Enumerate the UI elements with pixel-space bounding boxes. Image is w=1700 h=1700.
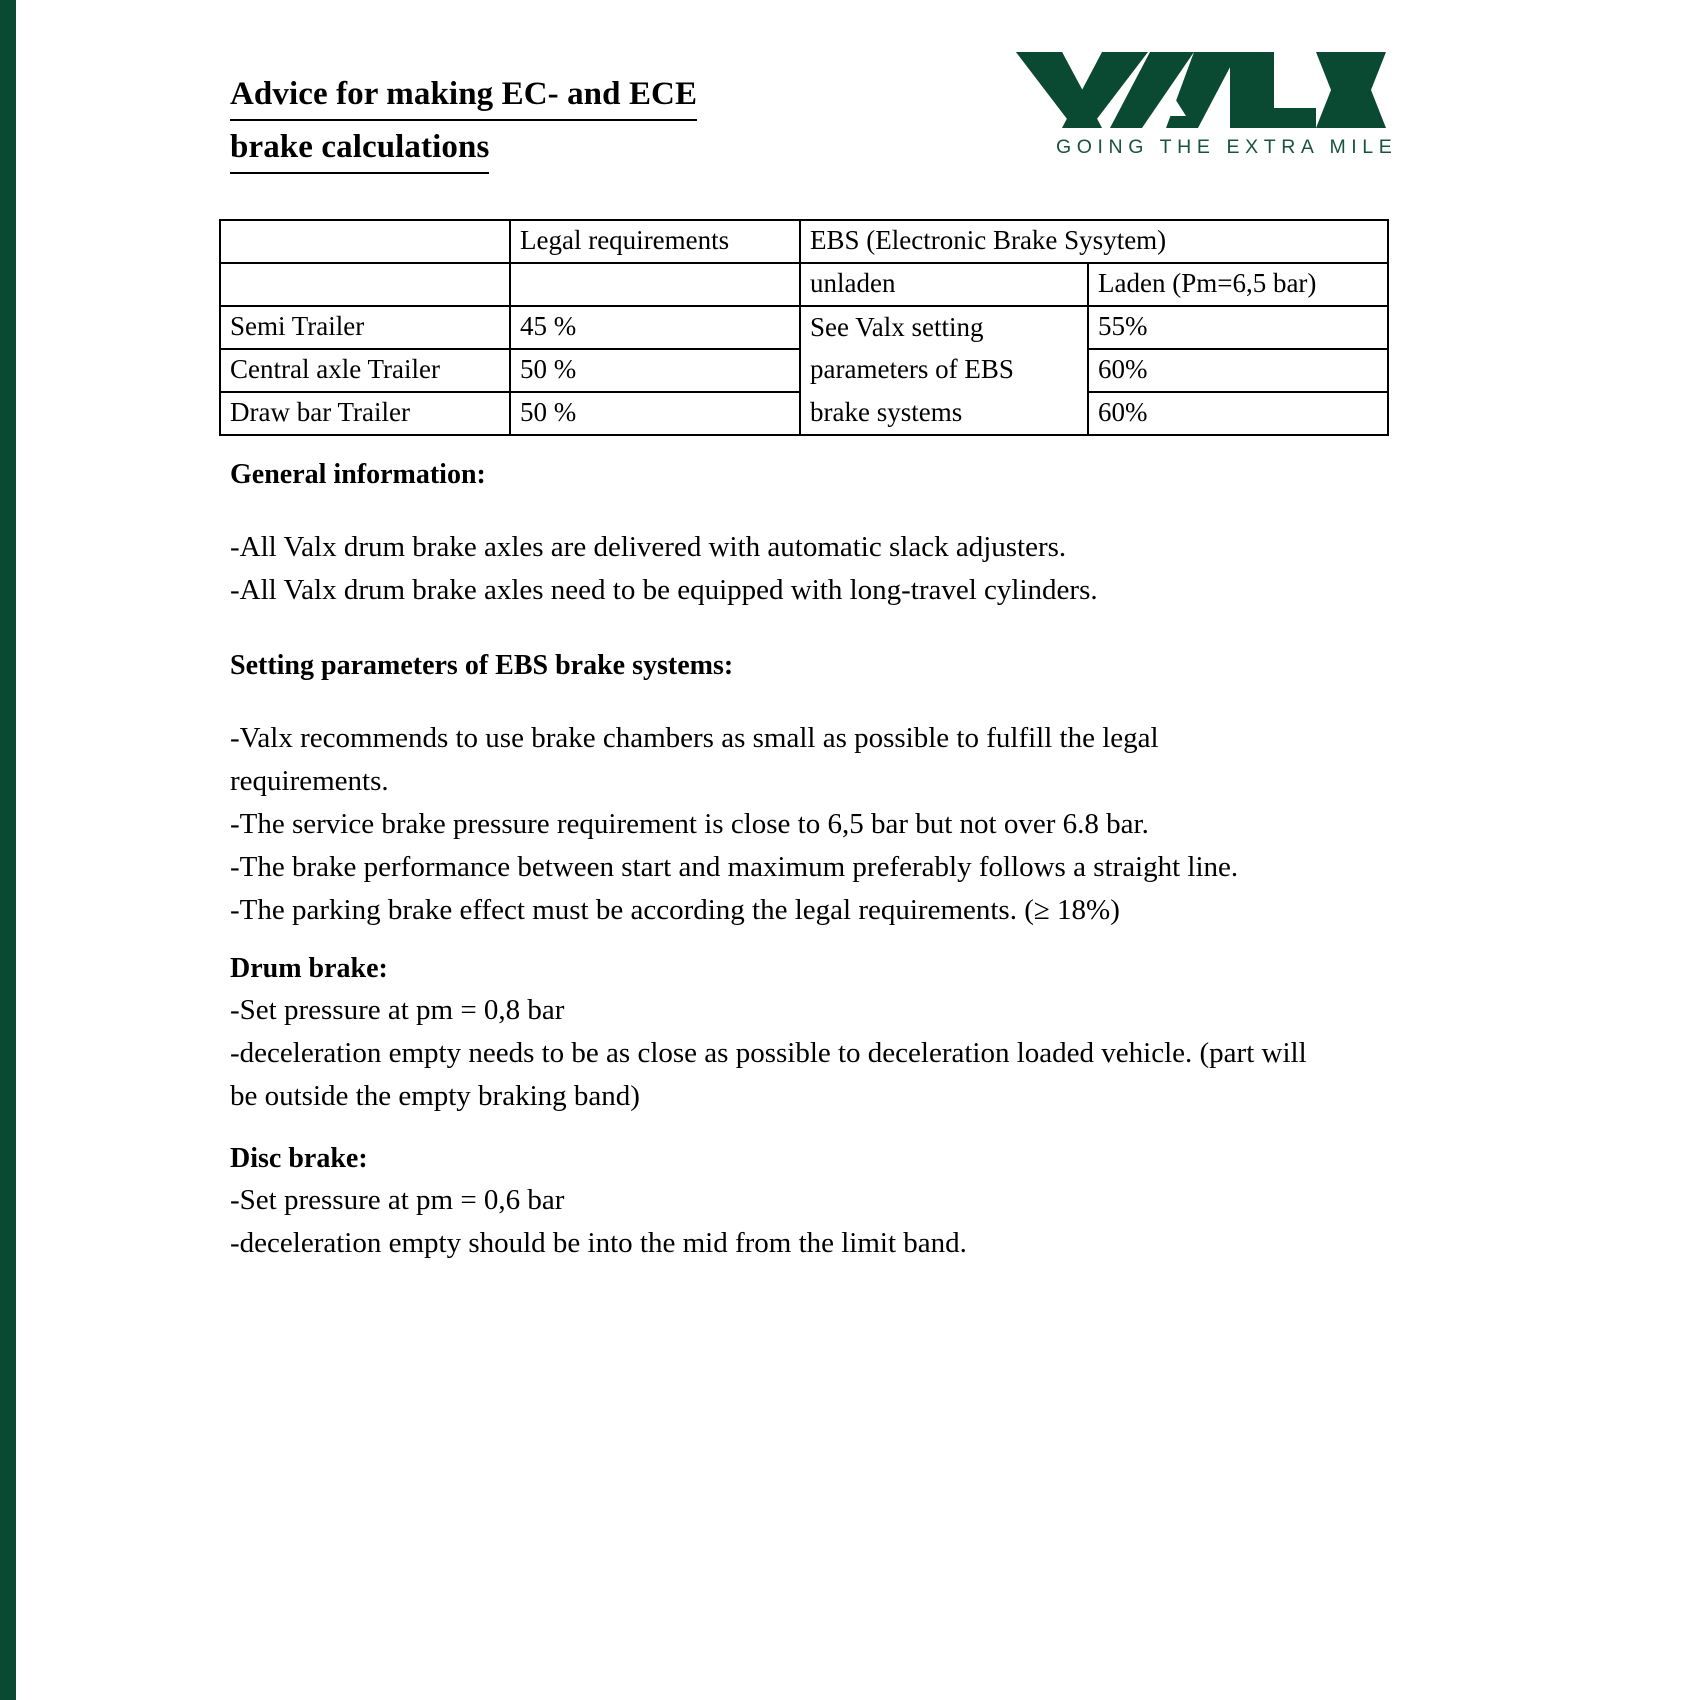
- body-line: -The brake performance between start and maximum preferably follows a straight line.: [230, 851, 1239, 883]
- section-heading-general-information: General information:: [230, 459, 486, 490]
- section-body-general-information: [230, 526, 1430, 612]
- table-row: [220, 349, 1388, 392]
- valx-tagline: GOING THE EXTRA MILE: [1056, 136, 1398, 158]
- cell-laden-value: 60%: [1088, 392, 1388, 435]
- cell-trailer-type: Draw bar Trailer: [220, 392, 510, 435]
- header-cell-unladen: unladen: [800, 263, 1088, 306]
- page-title: [230, 70, 850, 174]
- document-page: [16, 0, 1700, 1700]
- body-line: -The service brake pressure requirement is close to 6,5 bar but not over 6.8 bar.: [230, 808, 1149, 840]
- section-body-setting-parameters: [230, 717, 1430, 932]
- cell-trailer-type: Central axle Trailer: [220, 349, 510, 392]
- header-cell-blank-2: [220, 263, 510, 306]
- body-line: be outside the empty braking band): [230, 1080, 640, 1112]
- section-body-drum-brake: [230, 989, 1430, 1118]
- header-cell-laden: Laden (Pm=6,5 bar): [1088, 263, 1388, 306]
- cell-legal-requirement: 45 %: [510, 306, 800, 349]
- cell-laden-value: 60%: [1088, 349, 1388, 392]
- body-line: -The parking brake effect must be according the legal requirements. (≥ 18%): [230, 894, 1120, 926]
- cell-legal-requirement: 50 %: [510, 349, 800, 392]
- header-cell-ebs: EBS (Electronic Brake Sysytem): [800, 220, 1388, 263]
- body-line: -All Valx drum brake axles need to be equipped with long-travel cylinders.: [230, 574, 1098, 606]
- section-heading-setting-parameters: Setting parameters of EBS brake systems:: [230, 650, 734, 681]
- section-heading-drum-brake: Drum brake:: [230, 953, 388, 984]
- body-line: requirements.: [230, 765, 389, 797]
- cell-laden-value: 55%: [1088, 306, 1388, 349]
- section-heading-disc-brake: Disc brake:: [230, 1143, 368, 1174]
- header-cell-legal-requirements: Legal requirements: [510, 220, 800, 263]
- cell-ebs-note-line-1: See Valx setting: [800, 306, 1088, 349]
- body-line: -Valx recommends to use brake chambers as small as possible to fulfill the legal: [230, 722, 1159, 754]
- page-title-line-1: Advice for making EC- and ECE: [230, 70, 697, 121]
- body-line: -deceleration empty needs to be as close as possible to deceleration loaded vehicle. (part will: [230, 1037, 1307, 1069]
- brake-requirements-table: [219, 219, 1389, 436]
- document-header: [16, 0, 1700, 190]
- table-row: [220, 306, 1388, 349]
- header-cell-blank-3: [510, 263, 800, 306]
- header-cell-blank-1: [220, 220, 510, 263]
- cell-legal-requirement: 50 %: [510, 392, 800, 435]
- body-line: -Set pressure at pm = 0,8 bar: [230, 994, 565, 1026]
- body-line: -All Valx drum brake axles are delivered with automatic slack adjusters.: [230, 531, 1067, 563]
- body-line: -Set pressure at pm = 0,6 bar: [230, 1184, 565, 1216]
- table-header-row-2: [220, 263, 1388, 306]
- section-body-disc-brake: [230, 1179, 1430, 1265]
- cell-ebs-note-line-3: brake systems: [800, 392, 1088, 435]
- cell-ebs-note-line-2: parameters of EBS: [800, 349, 1088, 392]
- cell-trailer-type: Semi Trailer: [220, 306, 510, 349]
- body-line: -deceleration empty should be into the mid from the limit band.: [230, 1227, 967, 1259]
- page-title-line-2: brake calculations: [230, 123, 489, 174]
- valx-logo: [1016, 52, 1396, 172]
- table-header-row-1: [220, 220, 1388, 263]
- valx-wordmark-icon: [1016, 52, 1386, 128]
- table-row: [220, 392, 1388, 435]
- left-green-border: [0, 0, 16, 1700]
